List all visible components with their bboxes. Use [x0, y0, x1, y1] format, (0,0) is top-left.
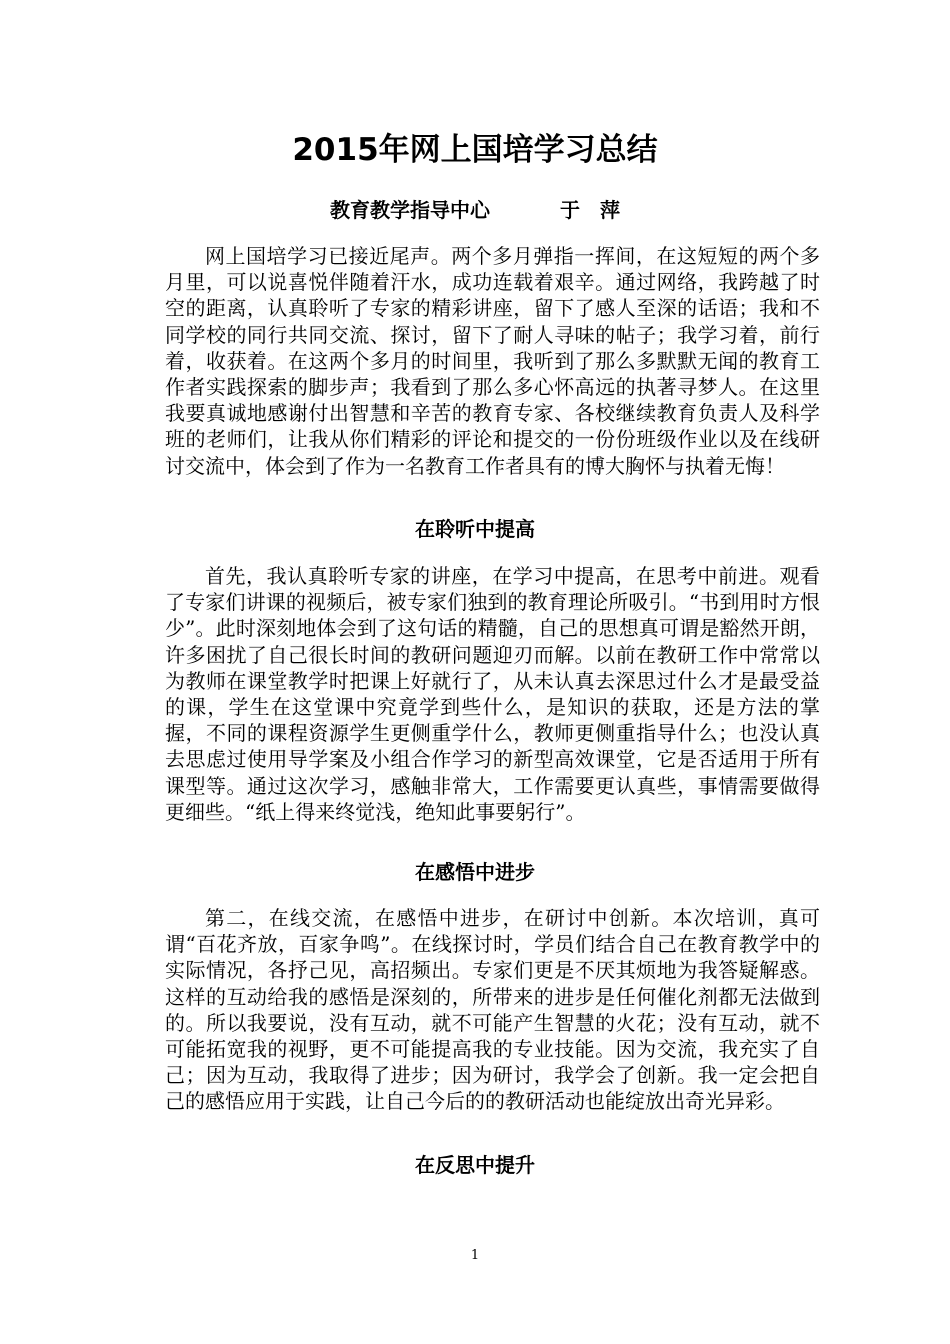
section-heading-insight: 在感悟中进步 [415, 860, 535, 884]
section-heading-listening: 在聆听中提高 [415, 517, 535, 541]
section-paragraph-block-insight [165, 905, 820, 1115]
document-title: 2015年网上国培学习总结 [292, 132, 658, 168]
section-heading-reflection: 在反思中提升 [415, 1153, 535, 1177]
section-paragraph-insight: 第二，在线交流，在感悟中进步，在研讨中创新。本次培训，真可谓“百花齐放，百家争鸣”。在线探讨时，学员们结合自己在教育教学中的实际情况，各抒己见，高招频出。专家们更是不厌其烦地为我答疑解惑。这样的互动给我的感悟是深刻的，所带来的进步是任何催化剂都无法做到的。所以我要说，没有互动，就不可能产生智慧的火花；没有互动，就不可能拓宽我的视野，更不可能提高我的专业技能。因为交流，我充实了自己；因为互动，我取得了进步；因为研讨，我学会了创新。我一定会把自己的感悟应用于实践，让自己今后的的教研活动也能绽放出奇光异彩。 [165, 906, 820, 1114]
intro-paragraph: 网上国培学习已接近尾声。两个多月弹指一挥间，在这短短的两个多月里，可以说喜悦伴随着汗水，成功连载着艰辛。通过网络，我跨越了时空的距离，认真聆听了专家的精彩讲座，留下了感人至深的话语；我和不同学校的同行共同交流、探讨，留下了耐人寻味的帖子；我学习着，前行着，收获着。在这两个多月的时间里，我听到了那么多默默无闻的教育工作者实践探索的脚步声；我看到了那么多心怀高远的执著寻梦人。在这里我要真诚地感谢付出智慧和辛苦的教育专家、各校继续教育负责人及科学班的老师们，让我从你们精彩的评论和提交的一份份班级作业以及在线研讨交流中，体会到了作为一名教育工作者具有的博大胸怀与执着无悔！ [165, 244, 820, 478]
author-organization: 教育教学指导中心 [330, 198, 490, 222]
document-byline [0, 196, 950, 224]
author-name: 于 萍 [560, 198, 620, 222]
intro-paragraph-block [165, 243, 820, 479]
section-paragraph-listening: 首先，我认真聆听专家的讲座，在学习中提高，在思考中前进。观看了专家们讲课的视频后，被专家们独到的教育理论所吸引。“书到用时方恨少”。此时深刻地体会到了这句话的精髓，自己的思想真可谓是豁然开朗，许多困扰了自己很长时间的教研问题迎刃而解。以前在教研工作中常常以为教师在课堂教学时把课上好就行了，从未认真去深思过什么才是最受益的课，学生在这堂课中究竟学到些什么，是知识的获取，还是方法的掌握，不同的课程资源学生更侧重学什么，教师更侧重指导什么；也没认真去思虑过使用导学案及小组合作学习的新型高效课堂，它是否适用于所有课型等。通过这次学习，感触非常大，工作需要更认真些，事情需要做得更细些。“纸上得来终觉浅，绝知此事要躬行”。 [165, 564, 820, 824]
page-number: 1 [470, 1248, 480, 1263]
section-paragraph-block-listening [165, 563, 820, 825]
